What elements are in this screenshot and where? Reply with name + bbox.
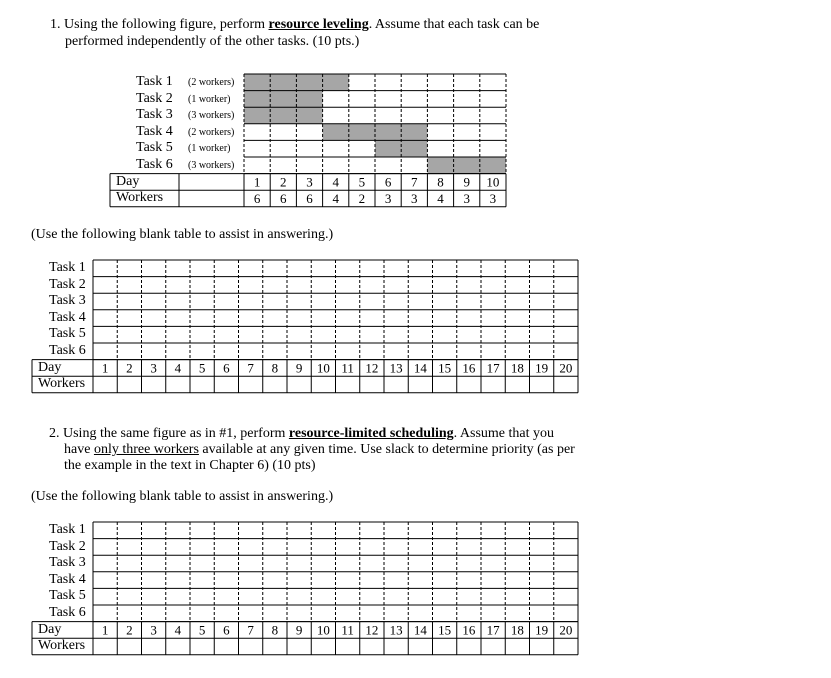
question-1-text-end: . Assume that each task can be [368, 17, 540, 32]
task-workers-label: (2 workers) [188, 126, 235, 138]
task-label: Task 1 [136, 74, 173, 89]
day-number: 20 [559, 360, 573, 376]
task-workers-label: (2 workers) [188, 77, 235, 88]
task-label: Task 1 [49, 522, 86, 537]
workers-count: 3 [489, 191, 497, 207]
task-label: Task 4 [136, 123, 173, 139]
day-number: 20 [559, 622, 573, 638]
day-number: 11 [341, 622, 354, 638]
day-number: 17 [486, 360, 500, 376]
day-label: Day [38, 621, 62, 637]
day-number: 1 [101, 360, 109, 376]
task-label: Task 6 [49, 605, 86, 620]
day-number: 15 [438, 360, 452, 376]
workers-count: 4 [332, 191, 339, 207]
day-number: 7 [411, 174, 418, 190]
day-number: 18 [510, 622, 524, 638]
day-number: 13 [389, 360, 403, 376]
task-label: Task 2 [136, 90, 173, 106]
day-number: 2 [280, 174, 287, 190]
task-label: Task 2 [49, 276, 86, 292]
day-number: 14 [413, 360, 427, 376]
day-number: 4 [174, 622, 182, 638]
task-label: Task 5 [136, 140, 173, 156]
day-number: 13 [389, 622, 403, 638]
workers-label: Workers [116, 190, 164, 206]
day-number: 5 [358, 174, 366, 190]
day-number: 9 [463, 174, 470, 190]
blank-table-1-instruction: (Use the following blank table to assist in answering.) [31, 227, 334, 242]
worker-limit-text: only three workers [93, 442, 199, 457]
question-2-line-2-start: have [64, 442, 94, 457]
day-label: Day [116, 173, 140, 189]
task-workers-label: (3 workers) [188, 160, 235, 171]
task-label: Task 3 [136, 107, 173, 123]
day-number: 7 [247, 622, 254, 638]
day-number: 16 [462, 622, 476, 638]
day-number: 17 [486, 622, 500, 638]
task-label: Task 6 [49, 343, 86, 358]
day-number: 12 [365, 360, 379, 376]
workers-count: 6 [306, 191, 313, 207]
question-2-line-2-end: available at any given time. Use slack to determine priority (as per [198, 442, 575, 457]
question-2-keyword: resource-limited scheduling [288, 426, 454, 441]
day-number: 5 [198, 622, 206, 638]
day-number: 8 [271, 360, 279, 376]
day-number: 10 [316, 360, 330, 376]
task-label: Task 2 [49, 538, 86, 554]
task-label: Task 5 [49, 588, 86, 604]
task-label: Task 1 [49, 260, 86, 275]
task-workers-label: (3 workers) [188, 110, 235, 122]
day-number: 8 [271, 622, 279, 638]
day-number: 3 [306, 174, 313, 190]
question-2-text: Using the same figure as in #1, perform [63, 426, 289, 441]
question-2-text-end: . Assume that you [453, 426, 554, 441]
task-label: Task 3 [49, 293, 86, 309]
day-number: 2 [126, 622, 133, 638]
workers-count: 3 [411, 191, 418, 207]
workers-count: 3 [384, 191, 392, 207]
day-number: 9 [295, 622, 303, 638]
day-number: 6 [223, 622, 230, 638]
day-number: 12 [365, 622, 379, 638]
day-number: 3 [150, 360, 157, 376]
day-number: 19 [535, 622, 549, 638]
day-number: 2 [126, 360, 133, 376]
day-number: 4 [332, 174, 339, 190]
task-workers-label: (1 worker) [188, 143, 231, 155]
workers-count: 6 [253, 191, 261, 207]
task-label: Task 3 [49, 555, 86, 571]
workers-count: 2 [358, 191, 366, 207]
workers-label: Workers [38, 638, 86, 654]
day-number: 1 [101, 622, 109, 638]
task-label: Task 4 [49, 571, 86, 587]
task-label: Task 6 [136, 157, 173, 172]
question-1-keyword: resource leveling [268, 17, 369, 32]
question-2-number: 2. [49, 426, 60, 441]
day-number: 10 [486, 174, 500, 190]
day-number: 16 [462, 360, 476, 376]
day-number: 5 [198, 360, 206, 376]
day-number: 8 [437, 174, 444, 190]
blank-table-2-instruction: (Use the following blank table to assist in answering.) [31, 489, 334, 504]
day-number: 10 [316, 622, 330, 638]
task-label: Task 4 [49, 309, 86, 325]
day-number: 18 [510, 360, 524, 376]
question-2-line-3: the example in the text in Chapter 6) (10 pts) [64, 458, 316, 473]
day-number: 3 [150, 622, 157, 638]
question-1-text: Using the following figure, perform [64, 17, 269, 32]
question-1-number: 1. [50, 17, 61, 32]
day-number: 4 [174, 360, 182, 376]
task-workers-label: (1 worker) [188, 93, 231, 105]
day-number: 15 [438, 622, 452, 638]
task-label: Task 5 [49, 326, 86, 342]
workers-count: 3 [463, 191, 470, 207]
workers-label: Workers [38, 376, 86, 392]
day-number: 6 [384, 174, 392, 190]
day-number: 11 [341, 360, 354, 376]
day-label: Day [38, 359, 62, 375]
day-number: 6 [223, 360, 230, 376]
day-number: 1 [253, 174, 261, 190]
workers-count: 4 [437, 191, 444, 207]
workers-count: 6 [280, 191, 287, 207]
question-1-line-2: performed independently of the other tasks. (10 pts.) [65, 34, 360, 49]
day-number: 9 [295, 360, 303, 376]
day-number: 19 [535, 360, 549, 376]
day-number: 14 [413, 622, 427, 638]
day-number: 7 [247, 360, 254, 376]
